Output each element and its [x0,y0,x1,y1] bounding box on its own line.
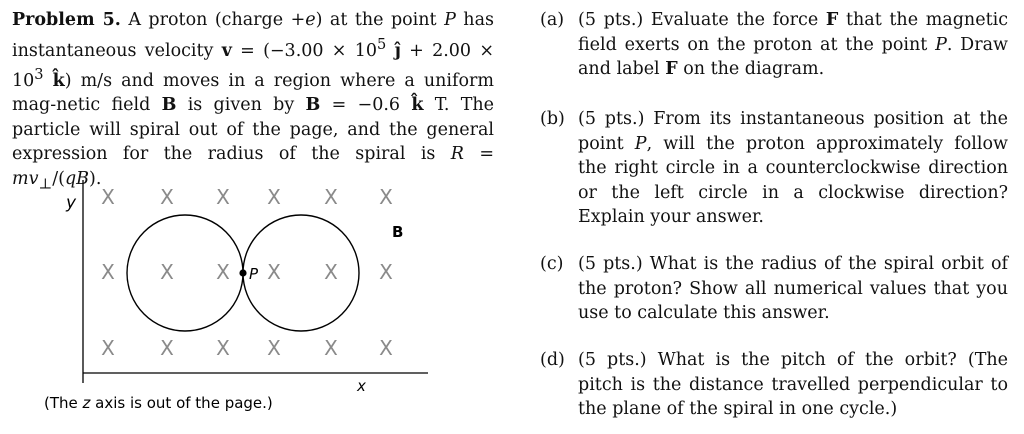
text-run: on the diagram. [677,59,825,79]
field-mark-x: X [216,336,230,360]
problem-column [12,8,494,197]
text-run [44,71,53,91]
caption-text: axis is out of the page.) [90,394,273,412]
part-c [540,252,1008,326]
field-mark-x: X [267,260,281,284]
x-axis-label: x [357,377,366,395]
point-p-label: P [249,265,259,283]
text-run: (5 pts.) What is the pitch of the orbit? (The pitch is the distance travelled perpendicular to the plane of the spiral in one cycle.) [578,350,1008,419]
magnetic-field-diagram [30,178,450,418]
diagram-caption [44,394,273,412]
text-run: R [450,144,464,165]
text-run: P [634,133,647,154]
text-run: P [444,10,456,30]
text-run: v [221,40,232,61]
text-run: is given by [176,95,306,116]
text-run: P [935,34,947,55]
field-mark-x: X [324,185,338,209]
text-run: e [305,10,316,30]
text-run: has instantaneous velocity [12,10,494,61]
text-run: 5 [377,35,387,53]
part-d [540,348,1008,422]
text-run: + 2.00 × 10 [12,40,494,91]
text-run: (5 pts.) From its instantaneous position at the point [578,109,1008,154]
y-axis-label: y [66,193,77,213]
part-label: (c) [540,254,564,274]
field-mark-grid [101,185,393,360]
text-run: B [305,95,321,116]
field-mark-x: X [160,185,174,209]
text-run: B [161,95,177,116]
text-run: , will the proton approximately follow the right circle in a counterclockwise direction or the left circle in a clockwise direction? Explain your answer. [578,133,1009,227]
text-run: ). [89,168,102,189]
part-a [540,8,1008,82]
text-run: ĵ [394,40,401,61]
field-mark-x: X [160,336,174,360]
text-run: qB [64,168,89,189]
field-mark-x: X [216,260,230,284]
b-field-label: B [392,223,404,241]
text-run: /( [52,168,65,189]
field-mark-x: X [267,185,281,209]
text-run: F [825,10,839,30]
text-run: A proton (charge + [120,10,306,30]
text-run: (5 pts.) What is the radius of the spiral orbit of the proton? Show all numerical values that you use to calculate this answer. [578,254,1008,323]
text-run: k̂ [52,70,65,91]
field-mark-x: X [379,260,393,284]
part-label: (a) [540,10,565,30]
text-run [386,40,394,60]
caption-text: z [82,394,91,412]
field-mark-x: X [101,336,115,360]
text-run: ) m/s and moves in a region where a uniform mag-netic field [12,70,494,116]
text-run: = [463,144,494,165]
field-mark-x: X [101,185,115,209]
field-mark-x: X [379,336,393,360]
right-circle [243,215,359,331]
field-mark-x: X [101,260,115,284]
field-mark-x: X [160,260,174,284]
problem-statement [12,8,494,197]
text-run: ) at the point [315,10,445,30]
text-run: mv [12,168,39,189]
text-run: = (−3.00 × 10 [231,40,377,61]
text-run: that the magnetic field exerts on the proton at the point [578,10,1008,55]
text-run: (5 pts.) Evaluate the force [578,10,826,30]
field-mark-x: X [216,185,230,209]
field-mark-x: X [324,260,338,284]
text-run: . Draw and label [578,34,1008,79]
text-run: 3 [34,65,44,83]
text-run: ⊥ [38,175,53,193]
text-run: T. The particle will spiral out of the page, and the general expression for the radius of the spiral is [12,95,495,165]
field-mark-x: X [324,336,338,360]
part-b [540,107,1008,230]
field-mark-x: X [379,185,393,209]
text-run: = −0.6 [320,95,412,116]
point-p-marker [239,269,246,276]
field-mark-x: X [267,336,281,360]
part-label: (d) [540,350,565,370]
caption-text: (The [44,394,83,412]
problem-heading: Problem 5. [12,10,121,30]
text-run: F [665,59,678,79]
part-label: (b) [540,109,565,129]
text-run: k̂ [411,95,424,116]
